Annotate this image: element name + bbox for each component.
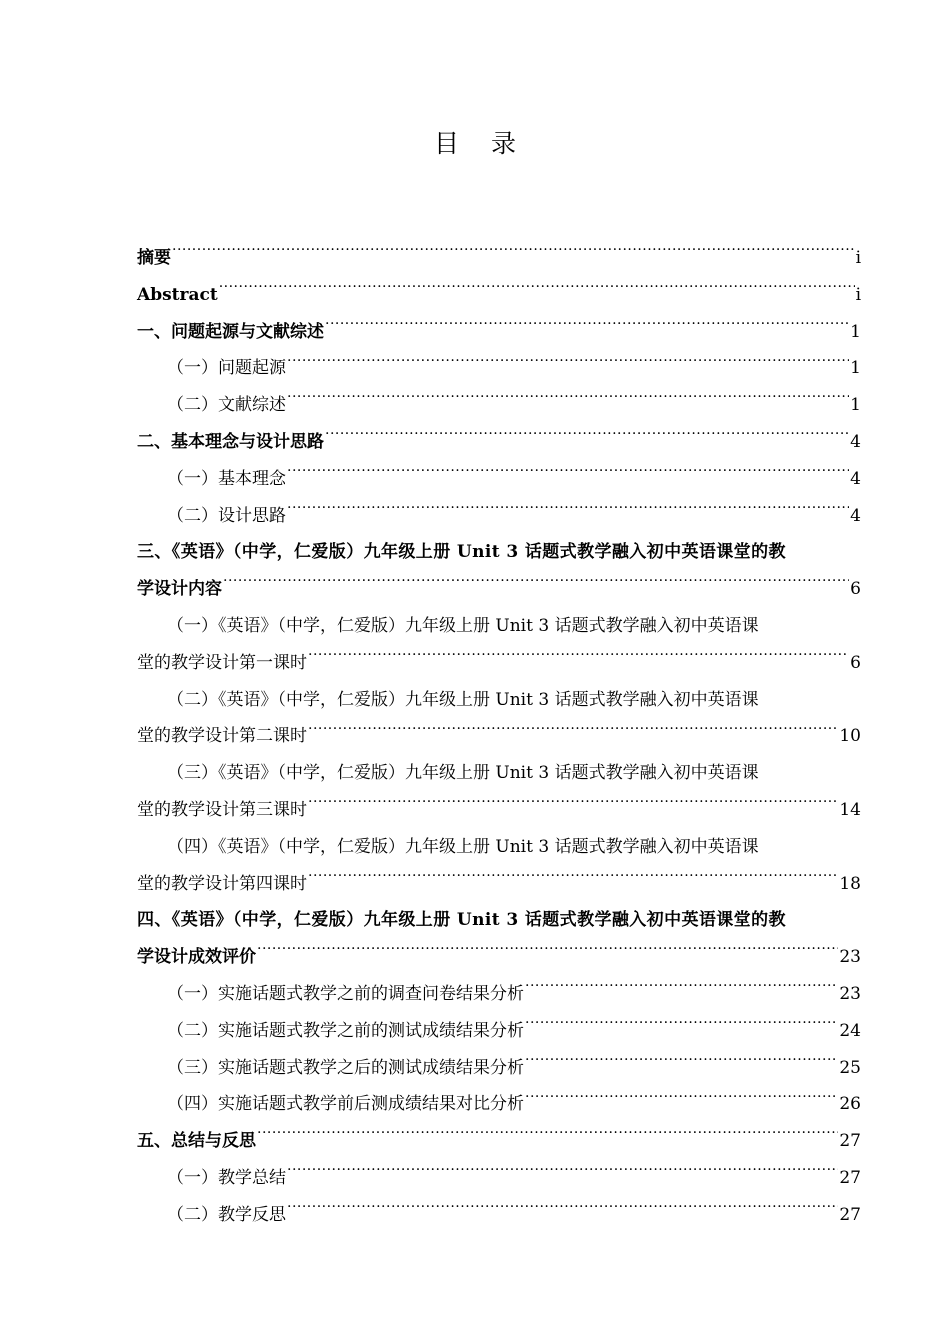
toc-entry-page: 25	[839, 1057, 861, 1078]
toc-entry-abstract-cn[interactable]	[137, 240, 861, 277]
toc-entry-ch3-3-line1[interactable]	[137, 755, 861, 792]
toc-entry-page: 23	[839, 983, 861, 1004]
leader-dots	[308, 724, 838, 741]
toc-entry-label: 五、总结与反思	[137, 1131, 256, 1152]
toc-entry-ch3-3-line2[interactable]	[137, 792, 861, 829]
toc-entry-label: 二、基本理念与设计思路	[137, 431, 324, 452]
leader-dots	[308, 872, 838, 889]
toc-entry-page: 1	[850, 321, 861, 342]
toc-entry-page: 27	[839, 1204, 861, 1225]
toc-entry-ch4-2[interactable]	[137, 1013, 861, 1050]
toc-entry-page: 6	[850, 579, 861, 600]
toc-entry-label: （一）教学总结	[167, 1167, 286, 1188]
toc-entry-page: 18	[839, 873, 861, 894]
toc-entry-ch1-2[interactable]	[137, 387, 861, 424]
toc-entry-ch3-4-line1[interactable]	[137, 829, 861, 866]
toc-entry-ch3-2-line1[interactable]	[137, 682, 861, 719]
toc-entry-page: 4	[850, 505, 861, 526]
toc-entry-ch3-4-line2[interactable]	[137, 866, 861, 903]
toc-entry-label: （四）实施话题式教学前后测成绩结果对比分析	[167, 1094, 524, 1115]
toc-entry-label: （一）问题起源	[167, 358, 286, 379]
leader-dots	[287, 504, 849, 521]
leader-dots	[525, 1092, 838, 1109]
toc-entry-page: 4	[850, 431, 861, 452]
toc-entry-ch3-2-line2[interactable]	[137, 718, 861, 755]
leader-dots	[223, 577, 849, 594]
toc-entry-label: Abstract	[137, 284, 218, 305]
toc-entry-page: 1	[850, 395, 861, 416]
toc-entry-label: （二）教学反思	[167, 1204, 286, 1225]
toc-entry-label-line1: （三）《英语》（中学，仁爱版）九年级上册 Unit 3 话题式教学融入初中英语课	[167, 763, 759, 784]
toc-entry-page: 10	[839, 726, 861, 747]
toc-entry-page: 6	[850, 652, 861, 673]
leader-dots	[172, 246, 855, 263]
toc-entry-ch3-line1[interactable]	[137, 534, 861, 571]
leader-dots	[287, 393, 849, 410]
leader-dots	[325, 320, 849, 337]
toc-entry-label: （二）实施话题式教学之前的测试成绩结果分析	[167, 1020, 524, 1041]
toc-entry-abstract-en[interactable]	[137, 277, 861, 314]
toc-entry-label: 摘要	[137, 248, 171, 268]
toc-entry-label-line2: 学设计成效评价	[137, 947, 256, 968]
toc-entry-label-line1: 三、《英语》（中学，仁爱版）九年级上册 Unit 3 话题式教学融入初中英语课堂的教	[137, 542, 786, 563]
toc-entry-ch5-2[interactable]	[137, 1197, 861, 1234]
leader-dots	[325, 430, 849, 447]
toc-entry-ch3-line2[interactable]	[137, 571, 861, 608]
leader-dots	[257, 945, 838, 962]
toc-entry-ch2[interactable]	[137, 424, 861, 461]
toc-entry-ch4-4[interactable]	[137, 1086, 861, 1123]
toc-entry-ch3-1-line1[interactable]	[137, 608, 861, 645]
toc-entry-page: 27	[839, 1131, 861, 1152]
toc-entry-page: 14	[839, 799, 861, 820]
toc-entry-label-line2: 堂的教学设计第二课时	[137, 726, 307, 747]
toc-entry-label-line2: 学设计内容	[137, 579, 222, 600]
toc-entry-label: （二）设计思路	[167, 505, 286, 526]
toc-entry-ch1-1[interactable]	[137, 350, 861, 387]
toc-entry-ch3-1-line2[interactable]	[137, 645, 861, 682]
toc-entry-label-line2: 堂的教学设计第三课时	[137, 799, 307, 820]
toc-entry-page: i	[855, 248, 861, 268]
toc-entry-label-line1: （二）《英语》（中学，仁爱版）九年级上册 Unit 3 话题式教学融入初中英语课	[167, 689, 759, 710]
leader-dots	[287, 1203, 838, 1220]
toc-entry-label-line1: 四、《英语》（中学，仁爱版）九年级上册 Unit 3 话题式教学融入初中英语课堂的教	[137, 910, 786, 931]
toc-entry-ch4-1[interactable]	[137, 976, 861, 1013]
toc-entry-label-line1: （四）《英语》（中学，仁爱版）九年级上册 Unit 3 话题式教学融入初中英语课	[167, 836, 759, 857]
leader-dots	[219, 283, 855, 300]
toc-entry-ch4-line1[interactable]	[137, 902, 861, 939]
toc-entry-ch2-1[interactable]	[137, 461, 861, 498]
leader-dots	[287, 467, 849, 484]
toc-entry-page: 26	[839, 1094, 861, 1115]
leader-dots	[525, 1019, 838, 1036]
toc-entry-label-line2: 堂的教学设计第四课时	[137, 873, 307, 894]
toc-entry-label: （二）文献综述	[167, 395, 286, 416]
toc-entry-label: （三）实施话题式教学之后的测试成绩结果分析	[167, 1057, 524, 1078]
toc-entry-ch1[interactable]	[137, 314, 861, 351]
toc-entry-label: （一）实施话题式教学之前的调查问卷结果分析	[167, 983, 524, 1004]
toc-entry-label: 一、问题起源与文献综述	[137, 321, 324, 342]
leader-dots	[287, 1166, 838, 1183]
toc-entry-label: （一）基本理念	[167, 468, 286, 489]
leader-dots	[257, 1129, 838, 1146]
leader-dots	[525, 982, 838, 999]
toc-entry-label-line2: 堂的教学设计第一课时	[137, 652, 307, 673]
toc-entry-ch4-3[interactable]	[137, 1050, 861, 1087]
toc-entry-page: 1	[850, 358, 861, 379]
toc-entry-label-line1: （一）《英语》（中学，仁爱版）九年级上册 Unit 3 话题式教学融入初中英语课	[167, 615, 759, 636]
toc-entry-ch5-1[interactable]	[137, 1160, 861, 1197]
toc-entry-page: 24	[839, 1020, 861, 1041]
page-title: 目 录	[434, 129, 528, 158]
toc-entry-page: i	[855, 284, 861, 305]
toc-entry-ch4-line2[interactable]	[137, 939, 861, 976]
toc-entry-ch5[interactable]	[137, 1123, 861, 1160]
toc-entry-page: 23	[839, 947, 861, 968]
toc-entry-page: 27	[839, 1167, 861, 1188]
toc-entry-page: 4	[850, 468, 861, 489]
leader-dots	[287, 356, 849, 373]
toc-entry-ch2-2[interactable]	[137, 498, 861, 535]
leader-dots	[525, 1056, 838, 1073]
leader-dots	[308, 651, 849, 668]
leader-dots	[308, 798, 838, 815]
table-of-contents	[137, 240, 861, 1234]
